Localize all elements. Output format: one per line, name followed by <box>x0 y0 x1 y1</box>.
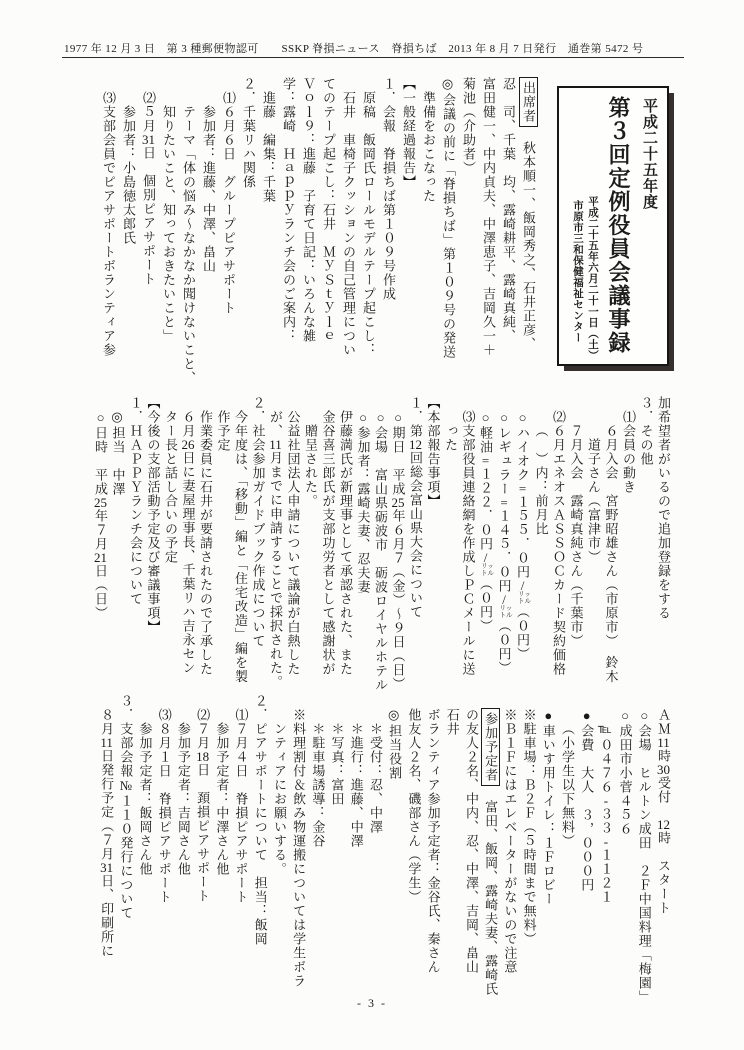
text-run: 年７月 <box>93 509 109 551</box>
text-run: １．ＨＡＰＰＹランチ会について <box>128 396 144 606</box>
text-run: ○ハイオク <box>515 410 531 482</box>
text-column <box>354 396 372 694</box>
text-column <box>358 77 378 379</box>
text-column <box>423 694 442 1006</box>
text-run: 参加者：進藤、中澤、畠山 <box>201 105 216 273</box>
text-run: ＊写真：富田 <box>329 722 345 806</box>
text-run: 公益社団法人申請について議論が白熱した <box>285 410 301 676</box>
text-run: 日に妻屋理事長、千葉リハ吉永セン <box>180 451 196 675</box>
issue-header-line: 1977 年 12 月 3 日 第 3 種郵便物認可 SSKP 脊損ニュース 脊損ちば 2013 年 8 月 7 日発行 通巻第 5472 号 <box>64 43 644 55</box>
text-run: １４５．０円 <box>496 509 512 593</box>
text-column <box>249 396 267 694</box>
text-column <box>278 77 298 379</box>
text-column <box>577 694 596 1006</box>
text-run: ※Ｂ１Ｆにはエレベーターがないので注意 <box>502 708 518 974</box>
text-column <box>212 694 231 1006</box>
text-run: 参加予定者：中澤さん他 <box>214 722 230 876</box>
text-run: テーマ「体の悩み〜なかなか聞けないこと、 <box>181 105 196 385</box>
text-column <box>327 694 346 1006</box>
text-column <box>550 396 568 694</box>
tatechuyoko-number: - <box>603 835 609 848</box>
text-run: ６月 <box>180 410 196 438</box>
text-column <box>514 396 532 694</box>
tatechuyoko-number: = <box>500 496 508 509</box>
text-run: 学：露崎 Ｈａｐｐｙランチ会のご案内： <box>281 77 296 343</box>
text-column <box>602 396 620 694</box>
text-run: 日 個別ピアサポート <box>141 146 156 286</box>
text-column <box>481 694 500 1006</box>
text-column <box>443 694 462 1006</box>
text-column <box>284 396 302 694</box>
text-column <box>558 694 577 1006</box>
text-column <box>214 396 232 694</box>
text-run: ○レギュラー <box>496 410 512 496</box>
text-column <box>459 396 477 694</box>
text-run: ＊進行：進藤、中澤 <box>348 722 364 848</box>
tatechuyoko-number: 25 <box>94 496 108 509</box>
text-column <box>289 694 308 1006</box>
text-run: ⑵６月エネオスＡＳＳＯＣカード契約価格 <box>551 410 566 676</box>
text-run: 石井 <box>444 708 460 736</box>
text-run: 作業委員に石井が要請されたので了承した <box>198 410 214 676</box>
text-run: １．会報 脊損ちば第１０９号作成 <box>381 77 396 301</box>
text-run: ２．千葉リハ関係 <box>241 77 256 189</box>
text-column <box>398 77 418 379</box>
text-column <box>389 396 407 694</box>
text-column <box>478 77 498 379</box>
text-run: ⑶支部役員連絡網を作成しＰＣメールに送 <box>460 410 476 676</box>
text-column <box>498 77 518 379</box>
text-run: ンティアにお願いする。 <box>271 722 287 876</box>
text-run: の友人２名、中内、忍、中澤、吉岡、畠山 <box>463 708 479 974</box>
text-column <box>198 77 218 379</box>
text-run: てのテープ起こし：石井 ＭｙＳｔｙｌｅ <box>321 77 336 343</box>
title-fiscal-year: 平成二十五年度 <box>641 98 658 210</box>
text-column <box>567 396 585 694</box>
tatechuyoko-number: - <box>603 794 609 807</box>
text-run: 準備をおこなった <box>421 91 436 203</box>
text-run: （０円） <box>496 619 512 675</box>
text-column <box>338 77 358 379</box>
text-run: ＡＭ <box>656 708 671 736</box>
title-main: 第３回定例役員会議事録 <box>606 96 631 355</box>
text-run: ボランティア参加予定者：金谷氏、秦さん <box>425 708 441 974</box>
text-run: ⑶８月１日 脊損ピアサポート <box>156 708 172 904</box>
text-run: ◎会議の前に「脊損ちば」第１０９号の発送 <box>441 77 456 359</box>
title-box <box>557 86 669 366</box>
text-column <box>174 694 193 1006</box>
tatechuyoko-number: 12 <box>657 818 670 831</box>
text-column <box>308 694 327 1006</box>
text-run: 日、印刷所に <box>99 874 115 958</box>
text-run: ６月入会 宮野昭雄さん（市原市） 鈴木 <box>603 424 619 684</box>
text-run: 作予定 <box>215 410 231 452</box>
text-column <box>116 694 135 1006</box>
text-column <box>500 694 519 1006</box>
text-run: ●車いす用トイレ：１Ｆロビー <box>540 708 556 906</box>
text-column <box>238 77 258 379</box>
text-run: 日 頚損ピアサポート <box>195 763 211 903</box>
text-run: ７月入会 露崎真純さん（千葉市） <box>568 424 584 648</box>
text-run: った <box>443 424 459 452</box>
text-run: ３．その他 <box>638 396 654 466</box>
text-run: 富田、飯岡、露崎夫妻、露崎氏 <box>483 786 499 996</box>
text-column <box>92 396 110 694</box>
tatechuyoko-number: = <box>481 454 490 467</box>
liter-unit-glyph: リッ トル <box>518 591 531 605</box>
text-column <box>615 694 634 1006</box>
text-column <box>495 396 513 694</box>
text-run: ○日時 平成 <box>93 410 109 496</box>
text-run: ⑴７月４日 脊損ピアサポート <box>233 708 249 904</box>
text-column <box>109 396 127 694</box>
text-column <box>366 694 385 1006</box>
text-run: 回総会富山県大会について <box>408 451 424 619</box>
text-column <box>585 396 603 694</box>
text-run: 時 <box>656 749 671 763</box>
tatechuyoko-number: / <box>483 551 488 564</box>
text-column <box>302 396 320 694</box>
boxed-label: 参加予定者 <box>481 708 500 786</box>
text-column <box>458 77 478 379</box>
text-run: （０円） <box>515 605 531 661</box>
tatechuyoko-number: 30 <box>657 763 670 776</box>
tatechuyoko-number: 25 <box>391 496 405 509</box>
text-column <box>407 396 425 694</box>
text-run: １５５．０円 <box>515 495 531 579</box>
text-run: ３．支部会報№１１０発行について <box>118 694 134 920</box>
title-meeting-venue: 市原市三和保健福祉センター <box>572 200 584 343</box>
tatechuyoko-number: = <box>518 482 527 495</box>
text-run: ○成田市小菅４５６ <box>617 708 633 836</box>
header-rule <box>62 57 684 58</box>
text-run: ＊駐車場誘導：金谷 <box>310 722 326 848</box>
text-column <box>138 77 158 379</box>
text-column <box>197 396 215 694</box>
text-column <box>144 396 162 694</box>
tatechuyoko-number: 31 <box>100 861 114 874</box>
title-meeting-date: 平成二十五年六月二十一日（土） <box>587 196 599 361</box>
text-column <box>404 694 423 1006</box>
text-run: （小学生以下無料） <box>559 722 575 848</box>
text-run: ◎担当役割 <box>387 708 403 780</box>
tatechuyoko-number: / <box>502 593 506 606</box>
text-column <box>193 694 212 1006</box>
tatechuyoko-number: 31 <box>142 133 155 146</box>
text-column <box>155 694 174 1006</box>
text-run: 伊藤満氏が新理事として承認された、また <box>338 410 354 676</box>
text-column <box>98 77 118 379</box>
text-run: 時 スタート <box>656 831 671 915</box>
text-run: 【一般経過報告】 <box>401 77 416 189</box>
tatechuyoko-number: 18 <box>196 750 210 763</box>
text-run: 原稿 飯岡氏ロールモデルテープ起こし： <box>361 91 376 357</box>
tatechuyoko-number: 11 <box>100 736 113 749</box>
text-run: 知りたいこと、知っておきたいこと」 <box>161 105 176 343</box>
text-run: 道子さん（富津市） <box>586 438 601 564</box>
text-column <box>347 694 366 1006</box>
text-run: 富田健一、中内貞夫、中澤恵子、吉岡久一＋ <box>481 77 496 357</box>
text-column <box>232 396 250 694</box>
text-column <box>251 694 270 1006</box>
page-number: - 3 - <box>357 996 387 1010</box>
text-run: ●会費 大人 ３，０００円 <box>579 708 595 892</box>
text-column <box>118 77 138 379</box>
text-run: ※駐車場：Ｂ２Ｆ（５時間まで無料） <box>521 708 537 946</box>
text-column <box>270 694 289 1006</box>
text-run: 今年度は、「移動」編と「住宅改造」編を製 <box>233 410 249 684</box>
text-column <box>218 77 238 379</box>
text-column <box>258 77 278 379</box>
text-column <box>162 396 180 694</box>
text-run: 年６月７（金）〜９日（日） <box>390 509 406 691</box>
text-column <box>518 77 538 379</box>
text-column <box>318 77 338 379</box>
tatechuyoko-number: / <box>520 579 525 592</box>
text-run: ⑵７月 <box>195 708 211 750</box>
text-run: Ｖｏｌ９：進藤 子育て日記：いろんな雑 <box>301 77 316 343</box>
text-run: ○参加者：露崎夫妻、忍夫妻 <box>355 410 371 594</box>
liter-unit-glyph: リッ トル <box>499 605 513 619</box>
text-run: ⑴６月６日 グループピアサポート <box>221 91 236 315</box>
text-column <box>477 396 495 694</box>
text-run: 進藤 編集：千葉 <box>261 91 276 203</box>
text-run: が、 <box>268 410 284 438</box>
text-run: 秋本順一、飯岡秀之、石井正彦、 <box>521 127 536 351</box>
tatechuyoko-number: 11 <box>657 736 670 749</box>
text-column <box>385 694 404 1006</box>
text-run: 贈呈された。 <box>303 424 319 508</box>
text-run: ○会場 富山県砺波市 砺波ロイヤルホテル <box>373 410 389 692</box>
text-run: ○軽油 <box>478 410 494 454</box>
text-column <box>267 396 285 694</box>
text-column <box>635 694 654 1006</box>
text-column <box>532 396 550 694</box>
text-run: 受付 <box>656 776 671 818</box>
text-run: ター長と話し合いの予定 <box>163 410 179 564</box>
text-run: 菊池（介助者） <box>461 77 476 175</box>
text-run: ＊受付：忍、中澤 <box>367 722 383 834</box>
text-run: ８月 <box>99 708 115 736</box>
text-column <box>596 694 615 1006</box>
text-column <box>438 77 458 379</box>
text-run: 月までに申請することで採択された。 <box>268 451 284 689</box>
text-column <box>179 396 197 694</box>
text-column <box>418 77 438 379</box>
text-run: ℡０４７６ <box>598 722 614 794</box>
text-column <box>372 396 390 694</box>
text-run: ⑵５月 <box>141 91 156 133</box>
text-column <box>519 694 538 1006</box>
section-attendees-general-report <box>96 77 538 385</box>
text-run: 加希望者がいるので追加登録をする <box>656 396 671 620</box>
text-run: 石井 車椅子クッションの自己管理につい <box>341 91 356 357</box>
text-run: 忍 司、千葉 均、露崎耕平、露崎真純、 <box>501 77 516 343</box>
text-run: 他友人２名、磯部さん（学生） <box>406 708 422 904</box>
text-column <box>135 694 154 1006</box>
text-column <box>442 396 460 694</box>
text-run: ○期日 平成 <box>390 410 406 496</box>
text-run: 参加者：小島徳太郎氏 <box>121 105 136 245</box>
text-column <box>378 77 398 379</box>
tatechuyoko-number: 26 <box>181 438 195 451</box>
text-column <box>637 396 655 694</box>
text-column <box>319 396 337 694</box>
text-column <box>97 694 116 1006</box>
text-run: 参加予定者：飯岡さん他 <box>137 722 153 876</box>
liter-unit-glyph: リッ トル <box>481 563 495 577</box>
tatechuyoko-number: 21 <box>94 551 108 564</box>
text-column <box>178 77 198 385</box>
text-run: ３３ <box>598 807 614 835</box>
text-run: ※料理割付＆飲み物運搬については学生ボラ <box>291 708 307 988</box>
text-column <box>127 396 145 694</box>
text-run: 【本部報告事項】 <box>425 396 441 508</box>
section-activity-plan-deliberation <box>95 694 673 1006</box>
text-column <box>654 694 673 1006</box>
text-column <box>539 694 558 1006</box>
text-run: １２２．０円 <box>478 467 494 551</box>
text-run: 日発行予定（７月 <box>99 749 115 861</box>
text-run: ○会場 ヒルトン成田 ２Ｆ中国料理「梅園」 <box>636 708 652 1004</box>
text-run: ◎担当 中澤 <box>110 410 126 496</box>
text-run: ２．ピアサポートについて 担当：飯岡 <box>252 694 268 946</box>
text-run: 日（日） <box>93 564 109 620</box>
text-column <box>424 396 442 694</box>
text-column <box>620 396 638 694</box>
text-run: ⑶支部会員でピアサポートボランティア参 <box>101 91 116 357</box>
text-column <box>337 396 355 694</box>
text-run: （０円） <box>478 577 494 633</box>
text-column <box>231 694 250 1006</box>
text-column <box>462 694 481 1006</box>
text-column <box>655 396 673 694</box>
text-run: 【今後の支部活動予定及び審議事項】 <box>145 396 161 634</box>
text-run: （ ）内：前月比 <box>533 424 549 536</box>
text-column <box>158 77 178 379</box>
text-run: ２．社会参加ガイドブック作成について <box>250 396 266 648</box>
text-run: ⑴会員の動き <box>621 410 636 494</box>
tatechuyoko-number: 12 <box>409 438 423 451</box>
text-run: １１２１ <box>598 848 614 904</box>
text-run: 参加予定者：吉岡さん他 <box>175 722 191 876</box>
text-run: 金谷喜三郎氏が支部功労者として感謝状が <box>320 410 336 676</box>
text-run: １．第 <box>408 396 424 438</box>
tatechuyoko-number: 11 <box>269 438 282 451</box>
text-column <box>298 77 318 379</box>
section-hq-report <box>94 396 672 694</box>
boxed-label: 出席者 <box>519 77 538 127</box>
